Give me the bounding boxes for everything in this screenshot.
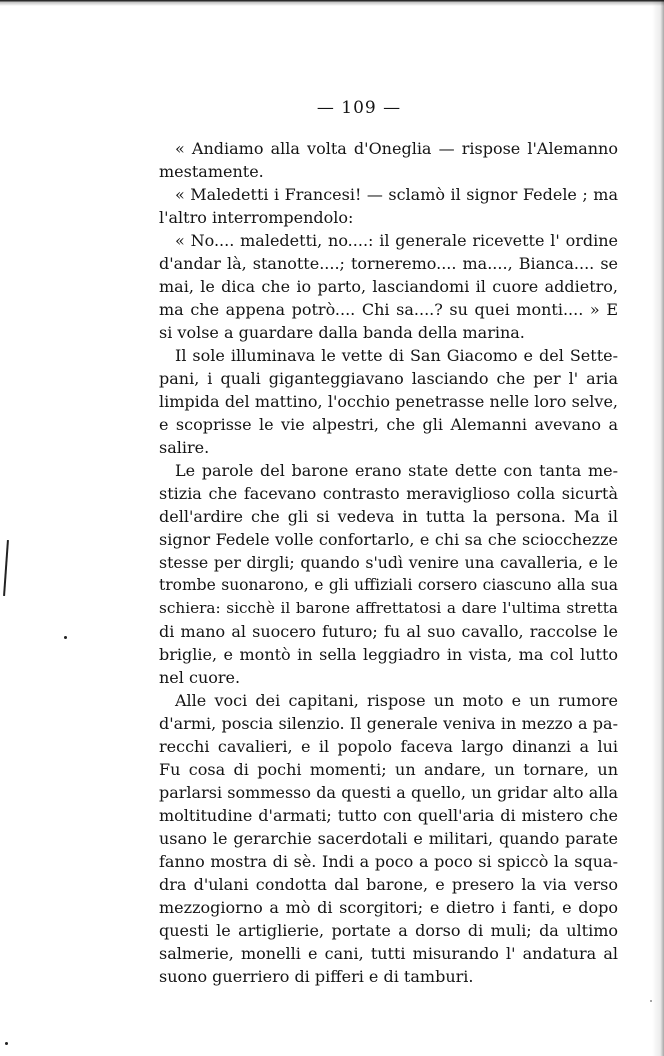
text-line: trombe suonarono, e gli uffiziali corsero ciascuno alla sua [159, 576, 618, 594]
text-line: Il sole illuminava le vette di San Giacomo e del Sette- [175, 346, 618, 365]
text-line: recchi cavalieri, e il popolo faceva largo dinanzi a lui [159, 737, 618, 756]
text-line: salmerie, monelli e cani, tutti misurando l' andatura al [159, 944, 618, 963]
text-line: mai, le dica che io parto, lasciandomi il cuore addietro, [159, 277, 618, 296]
text-line: d'andar là, stanotte....; torneremo.... ma...., Bianca.... se [159, 254, 618, 273]
text-line: stesse per dirgli; quando s'udì venire una cavalleria, e le [159, 553, 618, 572]
text-line: l'altro interrompendolo: [159, 208, 354, 227]
text-line: schiera: sicchè il barone affrettatosi a dare l'ultima stretta [159, 599, 618, 617]
text-line: mestamente. [159, 162, 264, 181]
body-text [159, 137, 618, 988]
text-line: moltitudine d'armati; tutto con quell'aria di mistero che [159, 806, 618, 825]
text-line: di mano al suocero futuro; fu al suo cavallo, raccolse le [159, 622, 618, 641]
text-line: ma che appena potrò.... Chi sa....? su quei monti.... » E [159, 300, 618, 319]
text-line: salire. [159, 438, 210, 457]
page-right-edge [652, 0, 664, 1056]
margin-speck [64, 636, 67, 639]
text-line: fanno mostra di sè. Indi a poco a poco si spiccò la squa- [159, 852, 618, 871]
text-line: dell'ardire che gli si vedeva in tutta la persona. Ma il [159, 507, 618, 526]
text-line: pani, i quali giganteggiavano lasciando che per l' aria [159, 369, 618, 388]
text-line: Fu cosa di pochi momenti; un andare, un tornare, un [159, 760, 618, 779]
text-line: nel cuore. [159, 668, 241, 687]
text-line: parlarsi sommesso da questi a quello, un gridar alto alla [159, 783, 618, 802]
text-line: « No.... maledetti, no....: il generale ricevette l' ordine [175, 231, 618, 250]
text-line: stizia che facevano contrasto meraviglioso colla sicurtà [159, 484, 618, 503]
text-line: suono guerriero di pifferi e di tamburi. [159, 967, 474, 986]
page-number: — 109 — [316, 98, 402, 118]
text-line: limpida del mattino, l'occhio penetrasse nelle loro selve, [159, 392, 618, 411]
text-line: mezzogiorno a mò di scorgitori; e dietro i fanti, e dopo [159, 898, 618, 917]
text-line: e scoprisse le vie alpestri, che gli Alemanni avevano a [159, 415, 618, 434]
margin-speck [650, 1000, 652, 1002]
text-line: d'armi, poscia silenzio. Il generale veniva in mezzo a pa- [159, 714, 618, 733]
text-line: « Andiamo alla volta d'Oneglia — rispose l'Alemanno [175, 139, 618, 158]
text-line: briglie, e montò in sella leggiadro in vista, ma col lutto [159, 645, 618, 664]
text-line: usano le gerarchie sacerdotali e militari, quando parate [159, 829, 618, 848]
text-line: « Maledetti i Francesi! — sclamò il signor Fedele ; ma [175, 185, 618, 204]
text-line: Le parole del barone erano state dette con tanta me- [175, 461, 618, 480]
margin-speck [5, 1042, 8, 1045]
text-line: si volse a guardare dalla banda della marina. [159, 323, 525, 342]
text-line: signor Fedele volle confortarlo, e chi sa che sciocchezze [159, 530, 618, 549]
text-line: questi le artiglierie, portate a dorso di muli; da ultimo [159, 921, 618, 940]
page-top-edge [0, 0, 664, 6]
margin-mark [3, 540, 8, 596]
text-line: dra d'ulani condotta dal barone, e presero la via verso [159, 875, 618, 894]
text-line: Alle voci dei capitani, rispose un moto e un rumore [175, 691, 618, 710]
